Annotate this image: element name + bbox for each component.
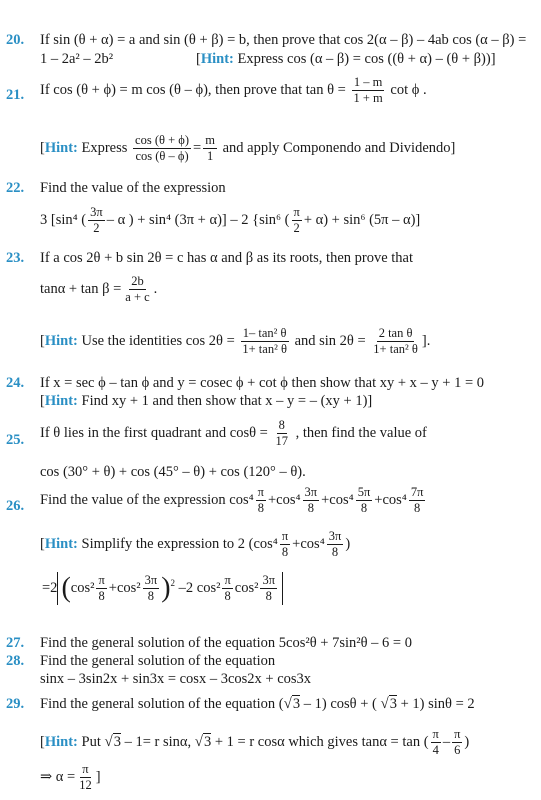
question-25-expression: cos (30° + θ) + cos (45° – θ) + cos (120° – θ).: [40, 464, 306, 480]
question-21-statement: If cos (θ + ϕ) = m cos (θ – ϕ), then prove that tan θ = $\frac{1 - m}{1 + m}$ cot ϕ .: [40, 75, 427, 106]
question-number-20: 20.: [6, 32, 25, 48]
question-number-26: 26.: [6, 498, 25, 514]
question-number-29: 29.: [6, 696, 25, 712]
question-20-line-2: 1 – 2a² – 2b²: [40, 51, 114, 67]
question-26-statement: Find the value of the expression cos⁴ $\frac{\pi}{8}$ +cos⁴ $\frac{3\pi}{8}$ +cos⁴ $\frac{5\pi}{8}$ +cos⁴ $\frac{7\pi}{8}$: [40, 485, 424, 516]
question-number-25: 25.: [6, 432, 25, 448]
question-25-statement: If θ lies in the first quadrant and cosθ = $\frac{8}{17}$ , then find the value of: [40, 418, 427, 449]
question-20-line-1: If sin (θ + α) = a and sin (θ + β) = b, then prove that cos 2(α – β) – 4ab cos (α – β) =: [40, 32, 527, 48]
question-29-hint-result: ⇒ α = $\frac{\pi}{12}$ ]: [40, 762, 101, 793]
hint-label: Hint:: [200, 51, 234, 67]
question-24-hint: [Hint: Find xy + 1 and then show that x – y = – (xy + 1)]: [40, 393, 373, 409]
hint-label: Hint:: [44, 393, 78, 409]
question-21-hint: [Hint: Express $\frac{\cos (\theta + \phi)}{\cos (\theta - \phi)}$ = $\frac{m}{1}$ and apply Componendo and Dividendo]: [40, 133, 456, 164]
hint-label: Hint:: [44, 536, 78, 553]
question-22-statement: Find the value of the expression: [40, 180, 226, 196]
question-28-equation: sinx – 3sin2x + sin3x = cosx – 3cos2x + cos3x: [40, 671, 312, 687]
question-20-hint: [Hint: Express cos (α – β) = cos ((θ + α) – (θ + β))]: [196, 51, 496, 67]
question-23-result: tanα + tan β = $\frac{2b}{a + c}$ .: [40, 274, 158, 305]
question-number-28: 28.: [6, 653, 25, 669]
question-29-hint: [Hint: Put √3 – 1= r sinα, √3 + 1 = r cosα which gives tanα = tan ( $\frac{\pi}{4}$ – $\frac{\pi}{6}$ ): [40, 727, 470, 758]
hint-label: Hint:: [44, 140, 78, 157]
question-27-statement: Find the general solution of the equation 5cos²θ + 7sin²θ – 6 = 0: [40, 635, 412, 651]
question-number-27: 27.: [6, 635, 25, 651]
question-26-hint: [Hint: Simplify the expression to 2 (cos⁴ $\frac{\pi}{8}$ +cos⁴ $\frac{3\pi}{8}$ ): [40, 529, 351, 560]
question-23-statement: If a cos 2θ + b sin 2θ = c has α and β as its roots, then prove that: [40, 250, 414, 266]
question-26-hint-expansion: =2 (cos² $\frac{\pi}{8}$ +cos² $\frac{3\pi}{8}$ )$^2$ –2 cos² $\frac{\pi}{8}$ cos² $\frac{3\pi}{8}$: [42, 572, 283, 605]
question-22-expression: 3 [sin⁴ ( $\frac{3\pi}{2}$ – α ) + sin⁴ (3π + α)] – 2 {sin⁶ ( $\frac{\pi}{2}$ + α) + sin⁶ (5π – α)]: [40, 205, 421, 236]
question-29-statement: Find the general solution of the equation (√3 – 1) cosθ + ( √3 + 1) sinθ = 2: [40, 696, 475, 712]
question-number-22: 22.: [6, 180, 25, 196]
question-number-23: 23.: [6, 250, 25, 266]
question-28-statement: Find the general solution of the equation: [40, 653, 276, 669]
hint-label: Hint:: [44, 734, 78, 751]
hint-label: Hint:: [44, 333, 78, 350]
question-number-24: 24.: [6, 375, 25, 391]
question-23-hint: [Hint: Use the identities cos 2θ = $\frac{\text{1– tan² θ}}{\text{1+ tan² θ}}$ and sin 2θ = $\frac{\text{2 tan θ}}{\text{1+ tan² θ}}$ ].: [40, 326, 431, 357]
question-24-statement: If x = sec ϕ – tan ϕ and y = cosec ϕ + cot ϕ then show that xy + x – y + 1 = 0: [40, 375, 485, 391]
question-number-21: 21.: [6, 87, 25, 103]
